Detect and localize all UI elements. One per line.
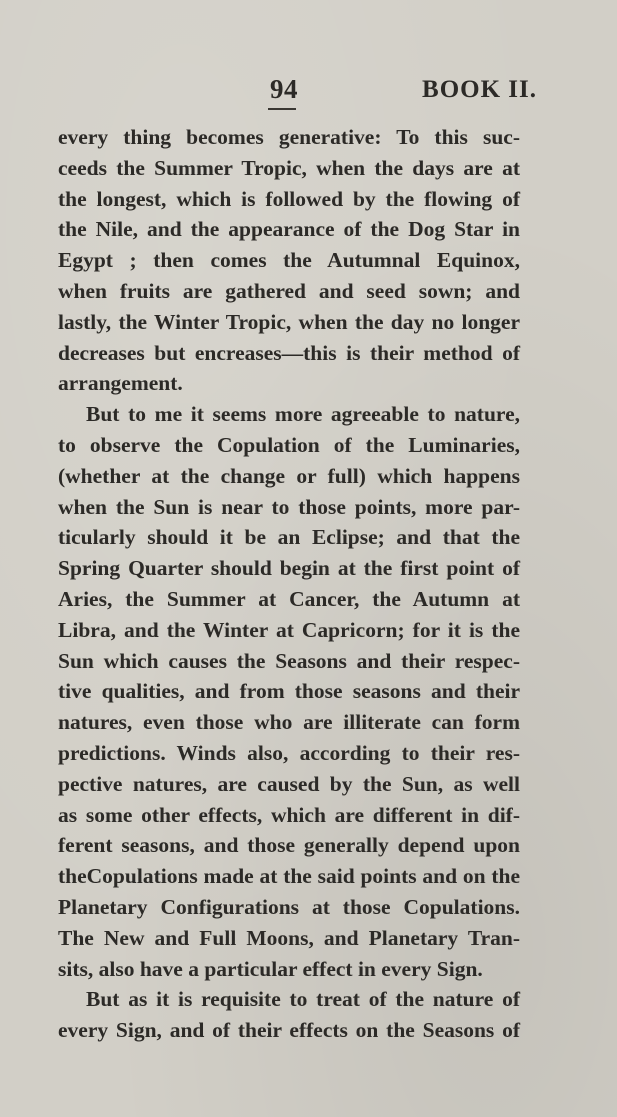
- body-text: [58, 122, 520, 1046]
- text-line: decreases but encreases—this is their method of: [58, 340, 520, 365]
- text-line: ferent seasons, and those generally depend upon: [58, 833, 520, 858]
- running-head: [0, 70, 617, 110]
- text-line: Sun which causes the Seasons and their respec-: [58, 648, 520, 673]
- text-line: the longest, which is followed by the flowing of: [58, 186, 520, 211]
- text-line: (whether at the change or full) which happens: [58, 463, 520, 488]
- text-line: when the Sun is near to those points, more par-: [58, 494, 520, 519]
- text-line: pective natures, are caused by the Sun, as well: [58, 771, 520, 796]
- text-line: every Sign, and of their effects on the Seasons of: [58, 1018, 520, 1043]
- text-line: as some other effects, which are different in dif-: [58, 802, 520, 827]
- text-line: Egypt ; then comes the Autumnal Equinox,: [58, 248, 520, 273]
- text-line: theCopulations made at the said points and on the: [58, 864, 520, 889]
- text-line: tive qualities, and from those seasons and their: [58, 679, 520, 704]
- paragraph-start-line: But to me it seems more agreeable to nature,: [86, 402, 520, 427]
- text-line: natures, even those who are illiterate can form: [58, 710, 520, 735]
- header-rule: [268, 108, 296, 110]
- page-number: 94: [270, 74, 298, 104]
- text-line: ticularly should it be an Eclipse; and that the: [58, 525, 520, 550]
- book-label: BOOK II.: [422, 76, 537, 103]
- text-line: every thing becomes generative: To this suc-: [58, 125, 520, 149]
- text-line: Aries, the Summer at Cancer, the Autumn at: [58, 586, 520, 611]
- text-line: ceeds the Summer Tropic, when the days are at: [58, 155, 520, 180]
- text-line: predictions. Winds also, according to their res-: [58, 740, 520, 765]
- text-line: The New and Full Moons, and Planetary Tran-: [58, 925, 520, 950]
- text-line: Spring Quarter should begin at the first point of: [58, 556, 520, 581]
- text-line: to observe the Copulation of the Luminaries,: [58, 432, 520, 457]
- paragraph-start-line: But as it is requisite to treat of the nature of: [86, 987, 520, 1012]
- text-line: when fruits are gathered and seed sown; and: [58, 278, 520, 303]
- text-line: arrangement.: [58, 371, 183, 396]
- text-line: sits, also have a particular effect in every Sign.: [58, 956, 483, 981]
- text-line: lastly, the Winter Tropic, when the day no longer: [58, 309, 520, 334]
- text-line: the Nile, and the appearance of the Dog Star in: [58, 217, 520, 242]
- text-line: Libra, and the Winter at Capricorn; for it is the: [58, 617, 520, 642]
- text-line: Planetary Configurations at those Copulations.: [58, 894, 520, 919]
